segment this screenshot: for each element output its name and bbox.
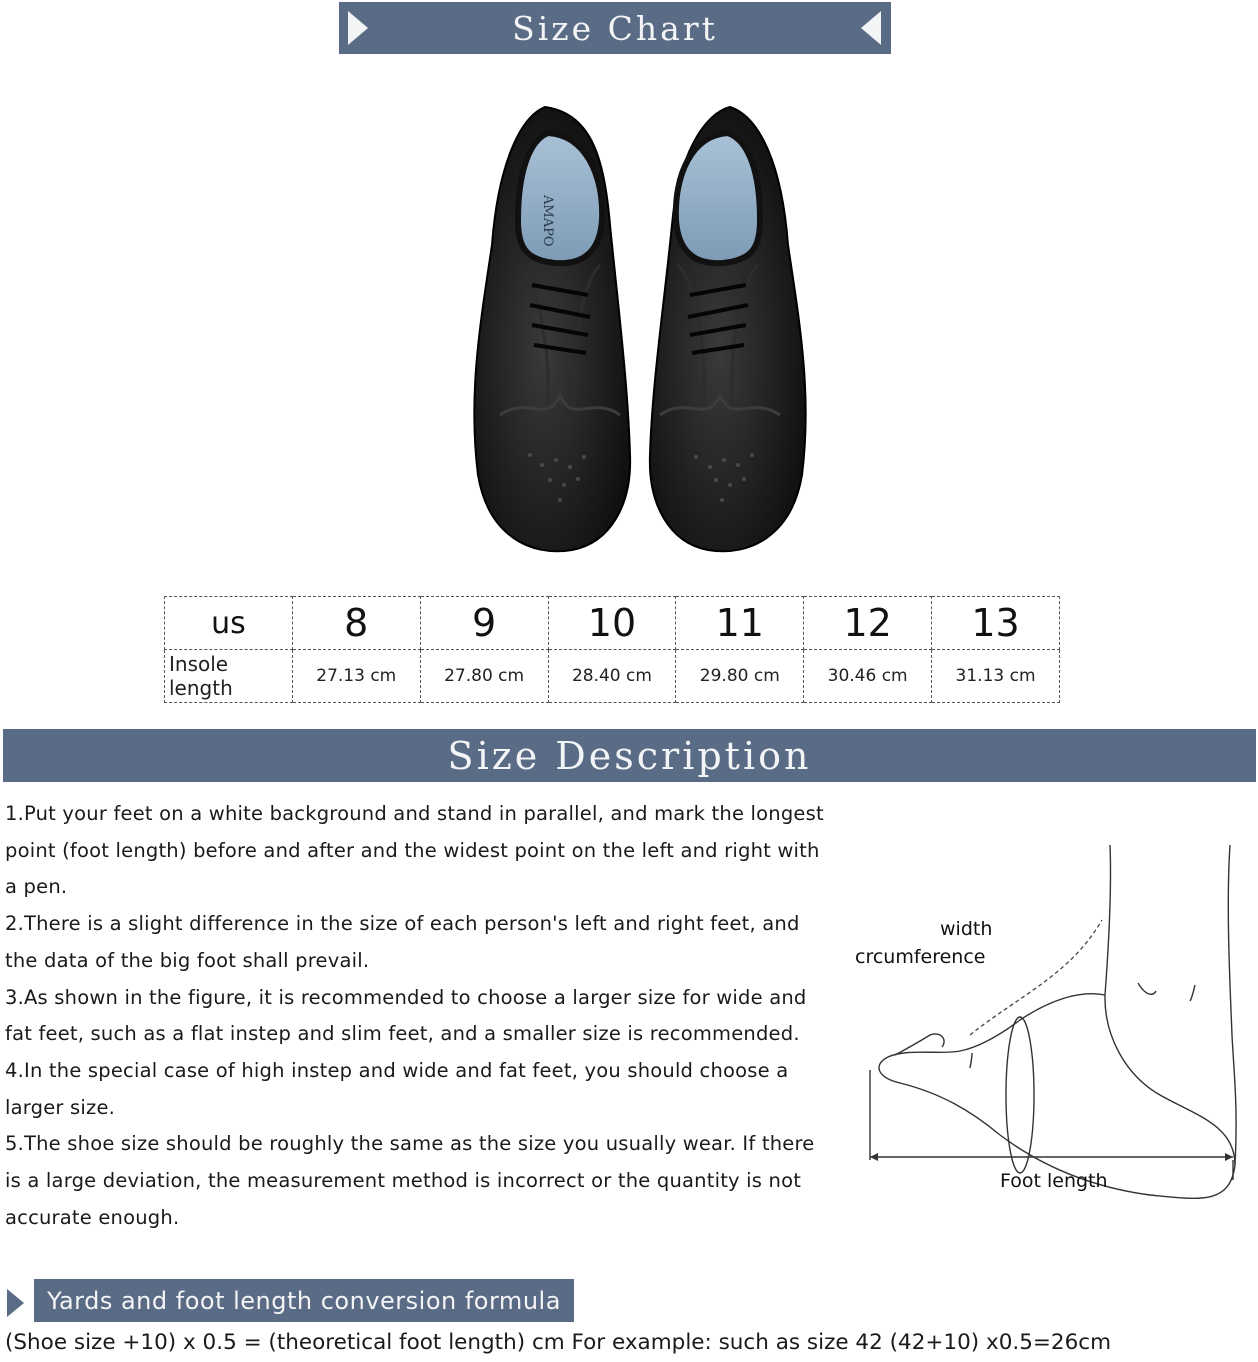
insole-length-cell: 29.80 cm: [676, 650, 804, 703]
us-label: us: [165, 597, 293, 650]
size-table: [164, 596, 1060, 703]
us-size-row: [165, 597, 1060, 650]
formula-text: (Shoe size +10) x 0.5 = (theoretical foot length) cm For example: such as size 42 (42+10) x0.5=26cm: [5, 1330, 1112, 1355]
left-shoe: [474, 107, 630, 551]
formula-title: Yards and foot length conversion formula: [47, 1286, 561, 1315]
instruction-item: 3.As shown in the figure, it is recommended to choose a larger size for wide and fat feet, such as a flat instep and slim feet, and a smaller size is recommended.: [5, 985, 807, 1046]
triangle-left-icon: [861, 11, 881, 45]
shoe-pair-image: [460, 95, 820, 565]
foot-length-label: Foot length: [1000, 1170, 1108, 1192]
us-size-cell: 13: [932, 597, 1060, 650]
insole-length-cell: 30.46 cm: [804, 650, 932, 703]
insole-length-cell: 27.13 cm: [292, 650, 420, 703]
triangle-right-icon: [7, 1289, 24, 1317]
width-label: width: [940, 918, 993, 940]
right-shoe: [650, 107, 806, 551]
circumference-label: crcumference: [855, 946, 986, 968]
us-size-cell: 12: [804, 597, 932, 650]
us-size-cell: 11: [676, 597, 804, 650]
size-instructions: [5, 796, 835, 1236]
instruction-item: 1.Put your feet on a white background and stand in parallel, and mark the longest point (foot length) before and after and the widest point on the left and right with a pen.: [5, 802, 824, 899]
size-chart-banner: [339, 2, 891, 54]
insole-length-row: [165, 650, 1060, 703]
us-size-cell: 8: [292, 597, 420, 650]
size-chart-title: Size Chart: [512, 8, 718, 48]
size-description-title: Size Description: [447, 733, 812, 778]
triangle-right-icon: [348, 11, 368, 45]
foot-measurement-diagram: [850, 835, 1250, 1205]
insole-length-cell: 27.80 cm: [420, 650, 548, 703]
us-size-cell: 9: [420, 597, 548, 650]
instruction-item: 5.The shoe size should be roughly the same as the size you usually wear. If there is a large deviation, the measurement method is incorrect or the quantity is not accurate enough.: [5, 1132, 815, 1229]
insole-length-cell: 28.40 cm: [548, 650, 676, 703]
instruction-item: 2.There is a slight difference in the size of each person's left and right feet, and the data of the big foot shall prevail.: [5, 912, 800, 972]
size-description-banner: [3, 729, 1256, 782]
instruction-item: 4.In the special case of high instep and wide and fat feet, you should choose a larger size.: [5, 1058, 789, 1119]
insole-length-label: Insole length: [165, 650, 293, 703]
formula-banner: [34, 1279, 574, 1322]
insole-brand-left: AMAPO: [540, 195, 555, 247]
us-size-cell: 10: [548, 597, 676, 650]
insole-length-cell: 31.13 cm: [932, 650, 1060, 703]
